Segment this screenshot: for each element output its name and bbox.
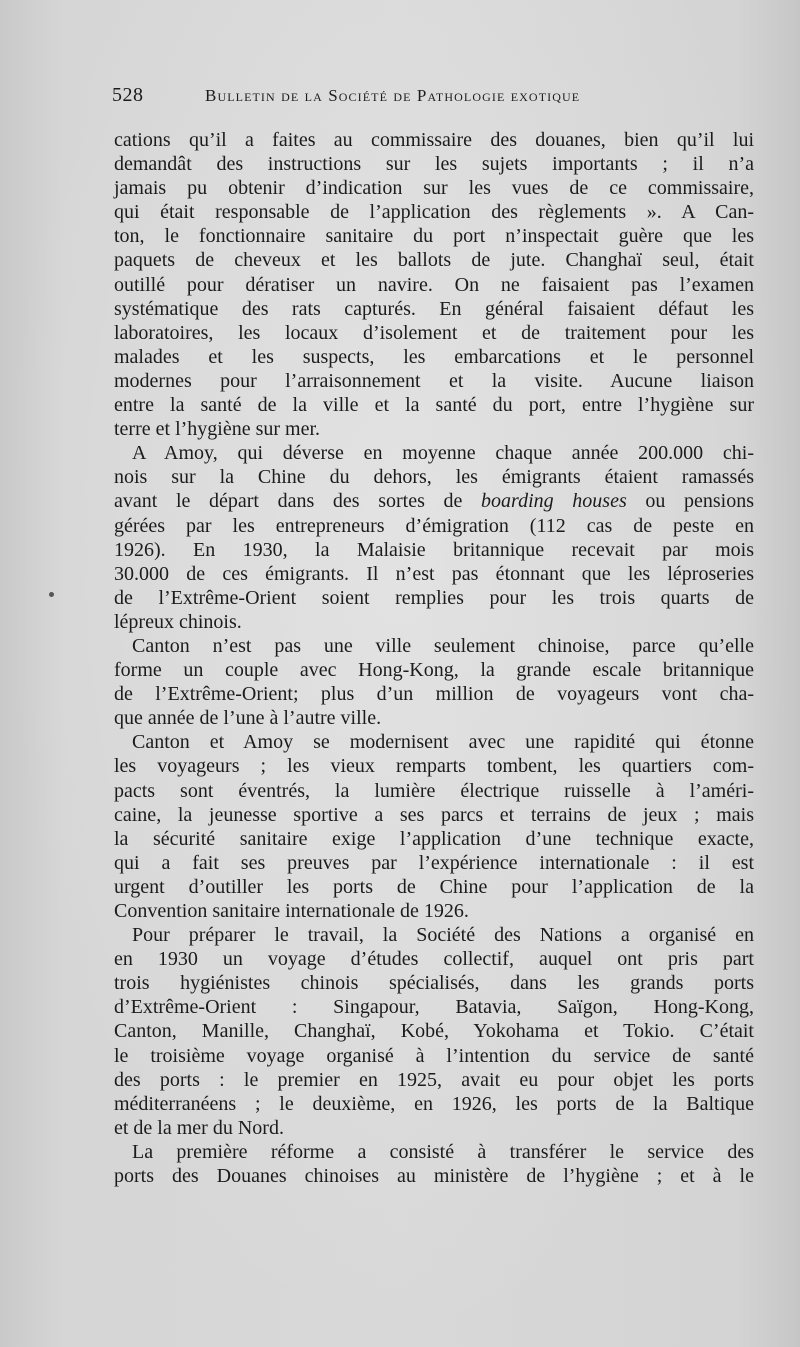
text-line: demandât des instructions sur les sujets importants ; il n’a (114, 153, 754, 176)
text-line: malades et les suspects, les embarcations et le personnel (114, 345, 754, 368)
text-line: les voyageurs ; les vieux remparts tombent, les quartiers com- (114, 755, 754, 778)
text-line: des ports : le premier en 1925, avait eu pour objet les ports (114, 1068, 754, 1091)
text-line-with-italic (114, 489, 754, 513)
text-line: trois hygiénistes chinois spécialisés, dans les grands ports (114, 972, 754, 995)
text-line: méditerranéens ; le deuxième, en 1926, les ports de la Baltique (114, 1092, 754, 1115)
text-line: cations qu’il a faites au commissaire des douanes, bien qu’il lui (114, 129, 754, 151)
text-line: paquets de cheveux et les ballots de jute. Changhaï seul, était (114, 249, 754, 272)
text-line: urgent d’outiller les ports de Chine pour l’application de la (114, 875, 754, 898)
text-line: Pour préparer le travail, la Société des Nations a organisé en (132, 924, 754, 947)
text-segment: ou pensions (626, 490, 755, 513)
text-line: ton, le fonctionnaire sanitaire du port n’inspectait guère que les (114, 225, 754, 248)
text-line: caine, la jeunesse sportive a ses parcs et terrains de jeux ; mais (114, 803, 754, 826)
text-line: outillé pour dératiser un navire. On ne faisaient pas l’examen (114, 273, 754, 296)
page-header (112, 84, 752, 112)
text-line: entre la santé de la ville et la santé du port, entre l’hygiène sur (114, 394, 754, 417)
page-number: 528 (112, 84, 144, 106)
text-line: le troisième voyage organisé à l’intention du service de santé (114, 1044, 754, 1067)
text-line: qui a fait ses preuves par l’expérience internationale : il est (114, 851, 754, 874)
text-line: terre et l’hygiène sur mer. (114, 418, 321, 441)
text-line: Convention sanitaire internationale de 1926. (114, 900, 469, 922)
text-line: forme un couple avec Hong-Kong, la grande escale britannique (114, 659, 754, 682)
text-line: d’Extrême-Orient : Singapour, Batavia, Saïgon, Hong-Kong, (114, 996, 754, 1019)
text-line: jamais pu obtenir d’indication sur les vues de ce commissaire, (114, 177, 754, 200)
text-line: La première réforme a consisté à transférer le service des (132, 1140, 754, 1163)
text-line: systématique des rats capturés. En général faisaient défaut les (114, 297, 754, 320)
text-line: 30.000 de ces émigrants. Il n’est pas étonnant que les léproseries (114, 562, 754, 585)
text-line: A Amoy, qui déverse en moyenne chaque année 200.000 chi- (132, 442, 754, 465)
text-line: modernes pour l’arraisonnement et la visite. Aucune liaison (114, 369, 754, 392)
italic-term: boarding houses (481, 490, 627, 513)
text-line: et de la mer du Nord. (114, 1116, 284, 1139)
text-segment: avant le départ dans des sortes de (114, 490, 482, 513)
text-line: la sécurité sanitaire exige l’application d’une technique exacte, (114, 827, 754, 850)
text-line: qui était responsable de l’application des règlements ». A Can- (114, 201, 754, 224)
margin-speck (49, 592, 54, 597)
text-line: que année de l’une à l’autre ville. (114, 707, 382, 730)
text-line: de l’Extrême-Orient; plus d’un million de voyageurs vont cha- (114, 683, 754, 706)
body-text (114, 128, 754, 1188)
text-line: Canton et Amoy se modernisent avec une rapidité qui étonne (132, 731, 754, 754)
text-line: de l’Extrême-Orient soient remplies pour les trois quarts de (114, 586, 754, 609)
text-line: lépreux chinois. (114, 610, 242, 633)
text-line: gérées par les entrepreneurs d’émigration (112 cas de peste en (114, 514, 754, 537)
text-line: ports des Douanes chinoises au ministère de l’hygiène ; et à le (114, 1165, 754, 1188)
text-line: laboratoires, les locaux d’isolement et de traitement pour les (114, 321, 754, 344)
running-title: Bulletin de la Société de Pathologie exotique (205, 86, 581, 105)
text-line: nois sur la Chine du dehors, les émigrants étaient ramassés (114, 466, 754, 489)
text-line: Canton, Manille, Changhaï, Kobé, Yokohama et Tokio. C’était (114, 1020, 754, 1043)
text-line: Canton n’est pas une ville seulement chinoise, parce qu’elle (132, 634, 754, 657)
text-line: en 1930 un voyage d’études collectif, auquel ont pris part (114, 948, 754, 971)
text-line: pacts sont éventrés, la lumière électrique ruisselle à l’améri- (114, 779, 754, 802)
text-line: 1926). En 1930, la Malaisie britannique recevait par mois (114, 538, 754, 561)
